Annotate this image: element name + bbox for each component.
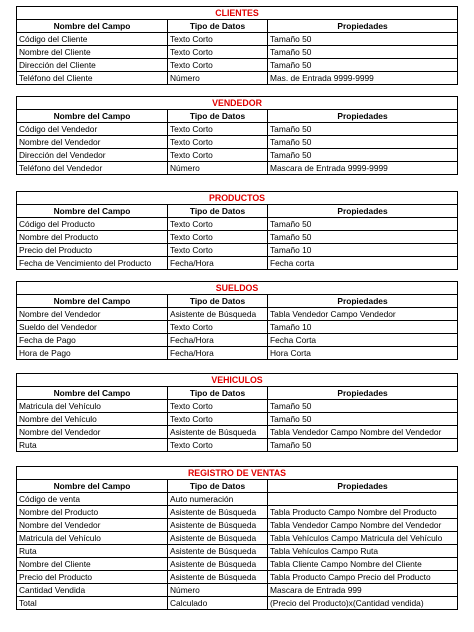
table-productos: [16, 191, 458, 270]
header-data-type: Tipo de Datos: [168, 295, 268, 308]
data-type-cell: Texto Corto: [168, 413, 268, 426]
table-row: [17, 584, 458, 597]
data-type-cell: Número: [168, 584, 268, 597]
table-row: [17, 308, 458, 321]
table-row: [17, 136, 458, 149]
table-vendedor: [16, 96, 458, 175]
field-name-cell: Cantidad Vendida: [17, 584, 168, 597]
header-field-name: Nombre del Campo: [17, 205, 168, 218]
table-row: [17, 571, 458, 584]
properties-cell: Tabla Producto Campo Nombre del Producto: [268, 506, 458, 519]
data-type-cell: Texto Corto: [168, 231, 268, 244]
properties-cell: Mascara de Entrada 9999-9999: [268, 162, 458, 175]
field-name-cell: Nombre del Producto: [17, 506, 168, 519]
table-registro-de-ventas: [16, 466, 458, 610]
field-name-cell: Precio del Producto: [17, 244, 168, 257]
properties-cell: Tamaño 10: [268, 321, 458, 334]
table-row: [17, 413, 458, 426]
data-type-cell: Número: [168, 162, 268, 175]
table-row: [17, 162, 458, 175]
data-type-cell: Texto Corto: [168, 321, 268, 334]
properties-cell: Tabla Cliente Campo Nombre del Cliente: [268, 558, 458, 571]
data-type-cell: Fecha/Hora: [168, 347, 268, 360]
header-properties: Propiedades: [268, 387, 458, 400]
table-row: [17, 519, 458, 532]
properties-cell: Tabla Vendedor Campo Vendedor: [268, 308, 458, 321]
properties-cell: Tamaño 50: [268, 149, 458, 162]
table-title: VEHICULOS: [17, 374, 458, 387]
properties-cell: (Precio del Producto)x(Cantidad vendida): [268, 597, 458, 610]
table-row: [17, 46, 458, 59]
field-name-cell: Nombre del Producto: [17, 231, 168, 244]
data-type-cell: Texto Corto: [168, 439, 268, 452]
data-type-cell: Auto numeración: [168, 493, 268, 506]
data-type-cell: Texto Corto: [168, 149, 268, 162]
data-type-cell: Texto Corto: [168, 218, 268, 231]
properties-cell: Tamaño 50: [268, 413, 458, 426]
data-type-cell: Asistente de Búsqueda: [168, 308, 268, 321]
field-name-cell: Nombre del Vendedor: [17, 519, 168, 532]
field-name-cell: Sueldo del Vendedor: [17, 321, 168, 334]
properties-cell: Tabla Vehículos Campo Ruta: [268, 545, 458, 558]
field-name-cell: Teléfono del Vendedor: [17, 162, 168, 175]
data-type-cell: Número: [168, 72, 268, 85]
data-type-cell: Asistente de Búsqueda: [168, 426, 268, 439]
properties-cell: Tamaño 50: [268, 33, 458, 46]
data-type-cell: Texto Corto: [168, 59, 268, 72]
properties-cell: Mascara de Entrada 999: [268, 584, 458, 597]
data-type-cell: Fecha/Hora: [168, 334, 268, 347]
table-title: PRODUCTOS: [17, 192, 458, 205]
table-sueldos: [16, 281, 458, 360]
table-row: [17, 334, 458, 347]
field-name-cell: Nombre del Vehículo: [17, 413, 168, 426]
table-row: [17, 321, 458, 334]
field-name-cell: Total: [17, 597, 168, 610]
field-name-cell: Código de venta: [17, 493, 168, 506]
header-field-name: Nombre del Campo: [17, 387, 168, 400]
table-row: [17, 72, 458, 85]
properties-cell: Tamaño 50: [268, 46, 458, 59]
field-name-cell: Fecha de Pago: [17, 334, 168, 347]
table-row: [17, 149, 458, 162]
data-type-cell: Asistente de Búsqueda: [168, 571, 268, 584]
header-properties: Propiedades: [268, 295, 458, 308]
table-row: [17, 597, 458, 610]
field-name-cell: Ruta: [17, 439, 168, 452]
data-type-cell: Texto Corto: [168, 244, 268, 257]
data-type-cell: Asistente de Búsqueda: [168, 558, 268, 571]
data-type-cell: Texto Corto: [168, 123, 268, 136]
field-name-cell: Nombre del Vendedor: [17, 426, 168, 439]
properties-cell: Tabla Producto Campo Precio del Producto: [268, 571, 458, 584]
header-field-name: Nombre del Campo: [17, 295, 168, 308]
field-name-cell: Matricula del Vehículo: [17, 400, 168, 413]
table-row: [17, 347, 458, 360]
field-name-cell: Precio del Producto: [17, 571, 168, 584]
field-name-cell: Código del Producto: [17, 218, 168, 231]
data-type-cell: Calculado: [168, 597, 268, 610]
field-name-cell: Código del Cliente: [17, 33, 168, 46]
header-data-type: Tipo de Datos: [168, 387, 268, 400]
properties-cell: Tabla Vendedor Campo Nombre del Vendedor: [268, 426, 458, 439]
field-name-cell: Nombre del Cliente: [17, 558, 168, 571]
table-row: [17, 532, 458, 545]
properties-cell: Tamaño 50: [268, 123, 458, 136]
header-properties: Propiedades: [268, 480, 458, 493]
table-title: SUELDOS: [17, 282, 458, 295]
field-name-cell: Teléfono del Cliente: [17, 72, 168, 85]
field-name-cell: Dirección del Vendedor: [17, 149, 168, 162]
header-properties: Propiedades: [268, 20, 458, 33]
header-properties: Propiedades: [268, 110, 458, 123]
properties-cell: Tamaño 10: [268, 244, 458, 257]
field-name-cell: Ruta: [17, 545, 168, 558]
header-field-name: Nombre del Campo: [17, 110, 168, 123]
properties-cell: Tamaño 50: [268, 59, 458, 72]
field-name-cell: Nombre del Cliente: [17, 46, 168, 59]
field-name-cell: Código del Vendedor: [17, 123, 168, 136]
table-row: [17, 33, 458, 46]
data-type-cell: Asistente de Búsqueda: [168, 506, 268, 519]
table-row: [17, 231, 458, 244]
properties-cell: Tamaño 50: [268, 231, 458, 244]
header-properties: Propiedades: [268, 205, 458, 218]
header-field-name: Nombre del Campo: [17, 20, 168, 33]
properties-cell: [268, 493, 458, 506]
field-name-cell: Dirección del Cliente: [17, 59, 168, 72]
table-row: [17, 400, 458, 413]
field-name-cell: Matricula del Vehículo: [17, 532, 168, 545]
properties-cell: Mas. de Entrada 9999-9999: [268, 72, 458, 85]
properties-cell: Tamaño 50: [268, 400, 458, 413]
table-row: [17, 257, 458, 270]
data-type-cell: Texto Corto: [168, 46, 268, 59]
table-row: [17, 545, 458, 558]
data-type-cell: Asistente de Búsqueda: [168, 532, 268, 545]
table-title: VENDEDOR: [17, 97, 458, 110]
data-type-cell: Texto Corto: [168, 136, 268, 149]
data-type-cell: Fecha/Hora: [168, 257, 268, 270]
header-data-type: Tipo de Datos: [168, 110, 268, 123]
table-row: [17, 426, 458, 439]
properties-cell: Hora Corta: [268, 347, 458, 360]
table-row: [17, 439, 458, 452]
data-type-cell: Asistente de Búsqueda: [168, 519, 268, 532]
table-row: [17, 493, 458, 506]
field-name-cell: Nombre del Vendedor: [17, 308, 168, 321]
table-row: [17, 558, 458, 571]
field-name-cell: Fecha de Vencimiento del Producto: [17, 257, 168, 270]
properties-cell: Tabla Vendedor Campo Nombre del Vendedor: [268, 519, 458, 532]
data-type-cell: Texto Corto: [168, 400, 268, 413]
field-name-cell: Hora de Pago: [17, 347, 168, 360]
table-row: [17, 59, 458, 72]
data-type-cell: Texto Corto: [168, 33, 268, 46]
field-name-cell: Nombre del Vendedor: [17, 136, 168, 149]
properties-cell: Tabla Vehículos Campo Matricula del Vehículo: [268, 532, 458, 545]
header-data-type: Tipo de Datos: [168, 20, 268, 33]
table-row: [17, 218, 458, 231]
table-row: [17, 506, 458, 519]
data-type-cell: Asistente de Búsqueda: [168, 545, 268, 558]
table-vehiculos: [16, 373, 458, 452]
header-data-type: Tipo de Datos: [168, 205, 268, 218]
table-title: CLIENTES: [17, 7, 458, 20]
table-title: REGISTRO DE VENTAS: [17, 467, 458, 480]
properties-cell: Tamaño 50: [268, 218, 458, 231]
table-clientes: [16, 6, 458, 85]
header-data-type: Tipo de Datos: [168, 480, 268, 493]
properties-cell: Tamaño 50: [268, 439, 458, 452]
properties-cell: Fecha corta: [268, 257, 458, 270]
properties-cell: Fecha Corta: [268, 334, 458, 347]
properties-cell: Tamaño 50: [268, 136, 458, 149]
table-row: [17, 244, 458, 257]
header-field-name: Nombre del Campo: [17, 480, 168, 493]
table-row: [17, 123, 458, 136]
